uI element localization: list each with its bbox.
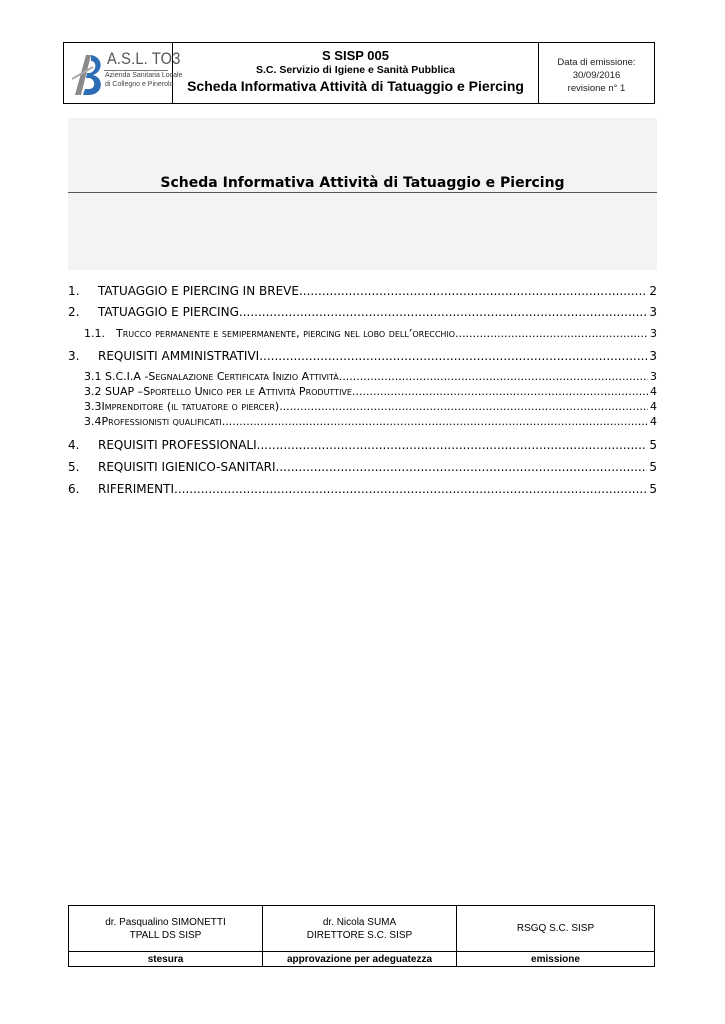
toc-page: 5 [649,460,657,474]
header-emission-info [539,43,654,103]
toc-leader [174,481,647,497]
approval-table [68,905,655,967]
document-title: Scheda Informativa Attività di Tatuaggio e Piercing [160,175,565,191]
toc-text: RIFERIMENTI [98,482,175,496]
toc-number: 3.2 SUAP – [84,385,144,398]
toc-page: 4 [650,400,657,413]
toc-text: Imprenditore (il tatuatore o piercer) [101,400,280,413]
toc-text: Segnalazione Certificata Inizio Attività [148,370,339,383]
toc-leader [299,283,647,299]
toc-number: 3.1 S.C.I.A - [84,370,149,383]
toc-entry[interactable] [68,348,657,364]
toc-entry[interactable] [84,400,657,414]
toc-page: 3 [650,327,657,340]
toc-page: 3 [650,370,657,383]
toc-entry[interactable] [84,326,657,342]
toc-page: 3 [649,349,657,363]
emission-date: 30/09/2016 [572,70,621,81]
toc-page: 5 [649,482,657,496]
toc-page: 3 [649,305,657,319]
toc-text: Professionisti qualificati [101,415,222,428]
toc-number: 5. [68,460,80,474]
revision-number: revisione n° 1 [567,83,626,94]
toc-number: 3.3 [84,400,102,413]
toc-text: Trucco permanente e semipermanente, piercing nel lobo dell’orecchio [116,327,456,340]
document-header [63,42,655,104]
asl-logo [64,43,183,103]
toc-number: 4. [68,438,80,452]
toc-page: 4 [650,385,657,398]
toc-leader [455,326,648,342]
toc-leader [257,437,648,453]
header-center [173,43,539,103]
role-label: stesura [69,952,263,967]
toc-number: 1.1. [84,327,105,340]
toc-entry[interactable] [84,415,657,429]
toc-page: 4 [650,415,657,428]
toc-entry[interactable] [68,283,657,299]
toc-leader [259,348,647,364]
toc-page: 2 [649,284,657,298]
signer-name: RSGQ S.C. SISP [516,923,595,934]
toc-leader [279,400,648,414]
toc-number: 1. [68,284,80,298]
toc-text: TATUAGGIO E PIERCING [98,305,239,319]
toc-number: 3.4 [84,415,102,428]
approval-cell-approval [263,906,457,952]
approval-cell-drafting [69,906,263,952]
toc-leader [339,370,648,384]
toc-leader [222,415,648,429]
service-name: S.C. Servizio di Igiene e Sanità Pubblica [256,64,455,76]
toc-leader [352,385,648,399]
signer-role: DIRETTORE S.C. SISP [306,929,413,941]
toc-text: Sportello Unico per le Attività Produttive [143,385,352,398]
toc-text: REQUISITI IGIENICO-SANITARI [98,460,276,474]
toc-entry[interactable] [84,370,657,384]
toc-entry[interactable] [68,459,657,475]
logo-name: A.S.L. TO3 [107,49,181,68]
header-title: Scheda Informativa Attività di Tatuaggio e Piercing [187,78,524,94]
toc-leader [239,304,647,320]
signer-name: dr. Nicola SUMA [322,916,397,928]
title-band [68,118,657,270]
toc-number: 6. [68,482,80,496]
approval-signatures-row [69,906,655,952]
toc-entry[interactable] [68,304,657,320]
signer-name: dr. Pasqualino SIMONETTI [105,916,226,928]
toc-number: 3. [68,349,80,363]
toc-entry[interactable] [68,437,657,453]
title-rule [68,192,657,193]
logo-divider [104,70,168,71]
toc-text: TATUAGGIO E PIERCING IN BREVE [98,284,299,298]
toc-entry[interactable] [68,481,657,497]
logo-subtitle [105,72,182,89]
signer-role: TPALL DS SISP [129,929,202,941]
logo-subtitle-line-1: Azienda Sanitaria Locale [105,72,183,79]
emission-label: Data di emissione: [557,57,636,68]
toc-page: 5 [649,438,657,452]
toc-text: REQUISITI AMMINISTRATIVI [98,349,260,363]
role-label: approvazione per adeguatezza [263,952,457,967]
approval-roles-row [69,952,655,967]
approval-cell-emission [457,906,655,952]
document-code: S SISP 005 [322,48,389,63]
toc-leader [276,459,648,475]
toc-text: REQUISITI PROFESSIONALI [98,438,257,452]
asl-logo-mark-icon [69,49,105,101]
toc-entry[interactable] [84,385,657,399]
toc-number: 2. [68,305,80,319]
role-label: emissione [457,952,655,967]
logo-subtitle-line-2: di Collegno e Pinerolo [105,80,174,88]
